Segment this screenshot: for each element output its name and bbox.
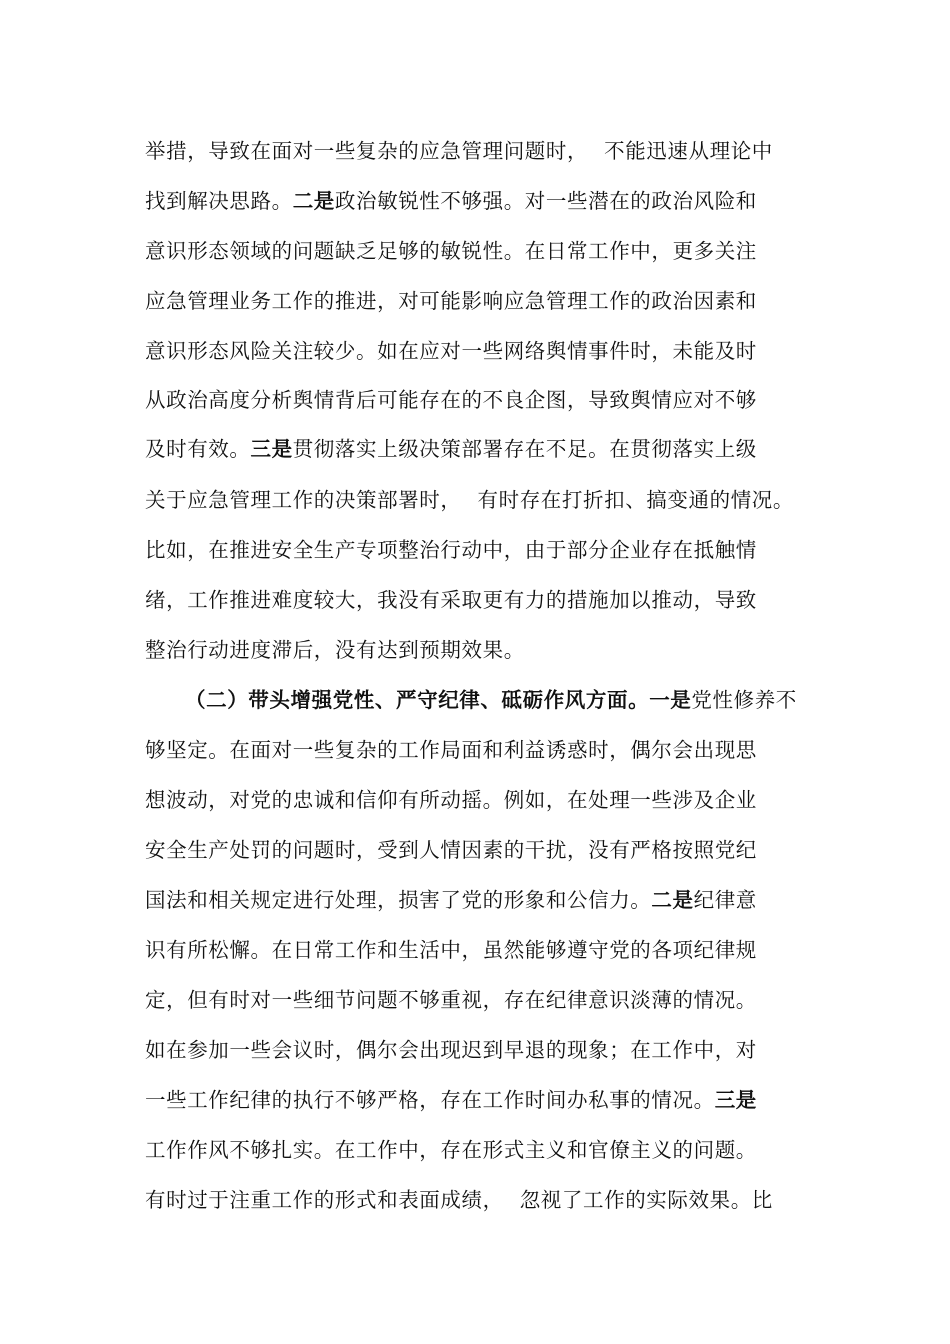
text-segment: 不能迅速从理论中 — [604, 139, 773, 163]
text-line — [145, 980, 815, 1020]
text-line — [145, 331, 815, 371]
text-line — [145, 181, 815, 221]
text-segment: 从政治高度分析舆情背后可能存在的不良企图，导致舆情应对不够 — [145, 388, 757, 412]
text-line — [145, 530, 815, 570]
text-line — [145, 930, 815, 970]
text-segment: 工作作风不够扎实。在工作中，存在形式主义和官僚主义的问题。 — [145, 1138, 757, 1162]
text-segment: 有时存在打折扣、搞变通的情况。 — [477, 488, 794, 512]
bold-text-segment: 二是 — [651, 888, 694, 912]
text-segment: 想波动，对党的忠诚和信仰有所动摇。例如，在处理一些涉及企业 — [145, 788, 757, 812]
text-segment: 一些工作纪律的执行不够严格，存在工作时间办私事的情况。 — [145, 1088, 715, 1112]
text-line — [145, 429, 815, 469]
text-segment: 贯彻落实上级决策部署存在不足。在贯彻落实上级 — [292, 437, 757, 461]
text-line — [145, 1130, 815, 1170]
text-line — [145, 281, 815, 321]
text-segment: 比如，在推进安全生产专项整治行动中，由于部分企业存在抵触情 — [145, 538, 757, 562]
text-line — [145, 1180, 815, 1220]
text-segment: 党性修养不 — [691, 688, 797, 712]
text-segment: 够坚定。在面对一些复杂的工作局面和利益诱惑时，偶尔会出现思 — [145, 738, 757, 762]
text-segment: 绪，工作推进难度较大，我没有采取更有力的措施加以推动，导致 — [145, 588, 757, 612]
text-segment: 定，但有时对一些细节问题不够重视，存在纪律意识淡薄的情况。 — [145, 988, 757, 1012]
text-segment: 关于应急管理工作的决策部署时， — [145, 488, 462, 512]
text-line — [145, 580, 815, 620]
bold-text-segment: （二）带头增强党性、严守纪律、砥砺作风方面。 — [185, 688, 650, 712]
text-line — [145, 830, 815, 870]
bold-text-segment: 三是 — [250, 437, 293, 461]
text-segment: 意识形态领域的问题缺乏足够的敏锐性。在日常工作中，更多关注 — [145, 239, 757, 263]
text-line — [145, 630, 815, 670]
text-line — [185, 680, 815, 720]
bold-text-segment: 二是 — [292, 189, 335, 213]
text-line — [145, 131, 815, 171]
text-line — [145, 780, 815, 820]
text-segment: 有时过于注重工作的形式和表面成绩， — [145, 1188, 504, 1212]
text-segment: 识有所松懈。在日常工作和生活中，虽然能够遵守党的各项纪律规 — [145, 938, 757, 962]
text-line — [145, 231, 815, 271]
text-segment: 安全生产处罚的问题时，受到人情因素的干扰，没有严格按照党纪 — [145, 838, 757, 862]
text-segment: 举措，导致在面对一些复杂的应急管理问题时， — [145, 139, 589, 163]
text-segment: 应急管理业务工作的推进，对可能影响应急管理工作的政治因素和 — [145, 289, 757, 313]
text-segment: 意识形态风险关注较少。如在应对一些网络舆情事件时，未能及时 — [145, 339, 757, 363]
bold-text-segment: 一是 — [649, 688, 692, 712]
text-line — [145, 1080, 815, 1120]
text-segment: 国法和相关规定进行处理，损害了党的形象和公信力。 — [145, 888, 652, 912]
text-line — [145, 880, 815, 920]
text-line — [145, 730, 815, 770]
text-segment: 及时有效。 — [145, 437, 251, 461]
bold-text-segment: 三是 — [714, 1088, 757, 1112]
text-segment: 政治敏锐性不够强。对一些潜在的政治风险和 — [334, 189, 757, 213]
text-segment: 忽视了工作的实际效果。比 — [519, 1188, 773, 1212]
text-line — [145, 380, 815, 420]
text-segment: 纪律意 — [693, 888, 757, 912]
text-segment: 找到解决思路。 — [145, 189, 293, 213]
text-line — [145, 1030, 815, 1070]
text-line — [145, 480, 815, 520]
text-segment: 整治行动进度滞后，没有达到预期效果。 — [145, 638, 525, 662]
text-segment: 如在参加一些会议时，偶尔会出现迟到早退的现象；在工作中，对 — [145, 1038, 757, 1062]
